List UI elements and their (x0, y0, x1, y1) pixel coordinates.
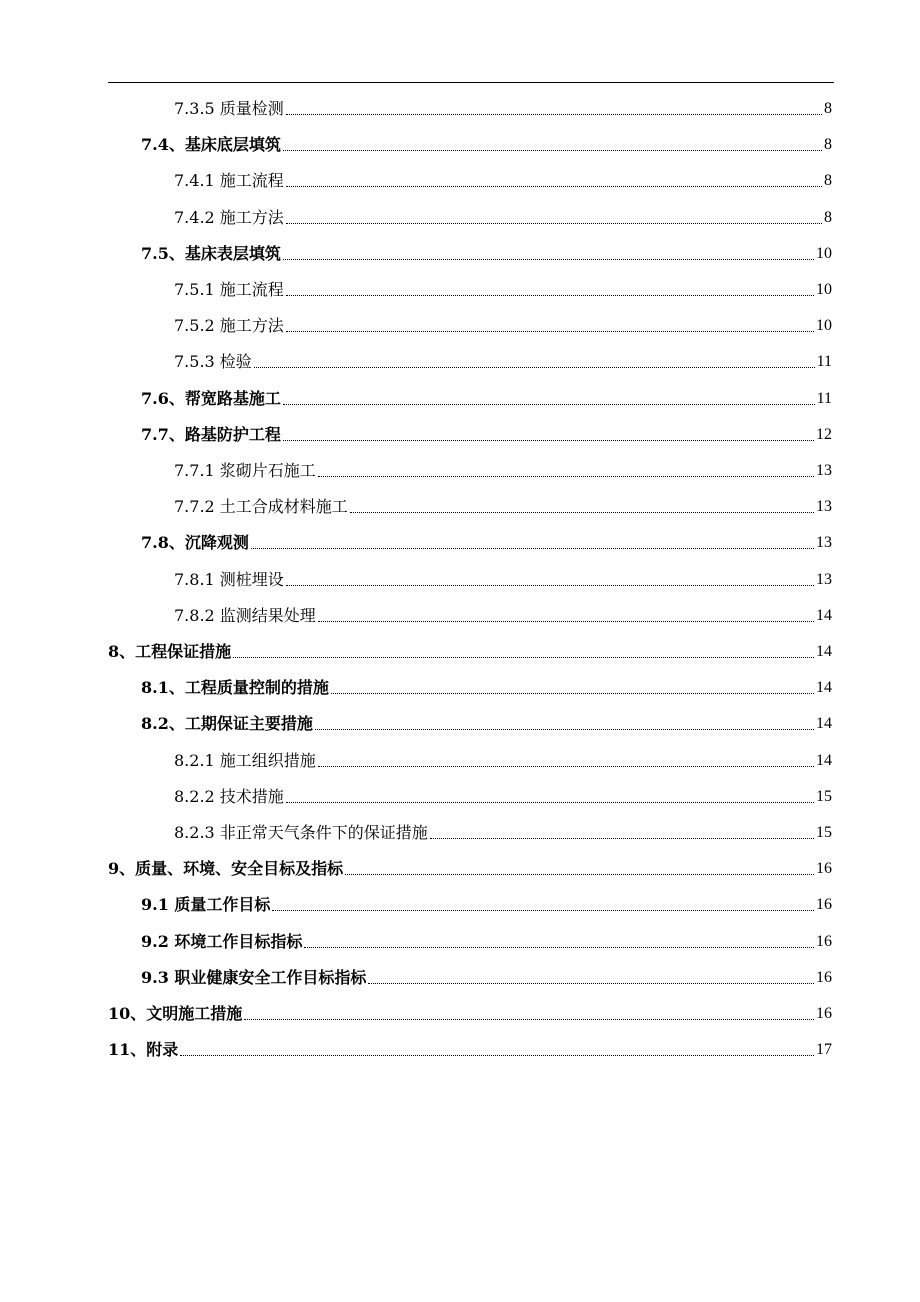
toc-entry[interactable] (174, 597, 832, 627)
toc-dot-leader (368, 983, 814, 984)
toc-dot-leader (251, 548, 814, 549)
toc-dot-leader (286, 331, 814, 332)
toc-entry-label: 7.7.1 浆砌片石施工 (174, 461, 316, 480)
toc-dot-leader (318, 621, 814, 622)
toc-dot-leader (304, 947, 814, 948)
toc-entry[interactable] (141, 380, 832, 410)
toc-entry-label: 8.2、工期保证主要措施 (141, 714, 313, 734)
toc-dot-leader (286, 114, 822, 115)
toc-entry-page-number: 16 (816, 932, 832, 950)
toc-dot-leader (430, 838, 814, 839)
toc-entry[interactable] (174, 307, 832, 337)
toc-dot-leader (286, 295, 814, 296)
toc-entry-page-number: 13 (816, 462, 832, 479)
toc-dot-leader (286, 186, 822, 187)
toc-entry-page-number: 16 (816, 968, 832, 986)
toc-entry[interactable] (141, 923, 832, 953)
toc-entry[interactable] (174, 561, 832, 591)
toc-dot-leader (331, 693, 814, 694)
toc-entry[interactable] (174, 271, 832, 301)
toc-entry-page-number: 8 (824, 100, 832, 117)
toc-entry-label: 8.1、工程质量控制的措施 (141, 678, 329, 698)
toc-entry-label: 7.7.2 土工合成材料施工 (174, 497, 348, 517)
toc-entry[interactable] (141, 705, 832, 735)
toc-entry-label: 9、质量、环境、安全目标及指标 (108, 859, 344, 879)
toc-entry[interactable] (174, 778, 832, 808)
toc-entry-label: 8.2.3 非正常天气条件下的保证措施 (174, 823, 428, 842)
toc-entry-label: 7.5.3 检验 (174, 352, 252, 372)
toc-entry-page-number: 15 (816, 787, 832, 805)
toc-entry[interactable] (108, 850, 832, 880)
toc-entry[interactable] (141, 669, 832, 699)
toc-entry-label: 7.8.1 测桩埋设 (174, 569, 284, 589)
toc-entry-label: 7.5、基床表层填筑 (141, 243, 281, 263)
toc-entry-label: 7.4、基床底层填筑 (141, 135, 281, 155)
toc-entry-label: 7.5.2 施工方法 (174, 316, 284, 336)
toc-entry-label: 11、附录 (108, 1040, 179, 1060)
toc-entry-label: 7.7、路基防护工程 (141, 424, 281, 444)
toc-entry-page-number: 10 (816, 281, 832, 298)
toc-entry-label: 7.6、帮宽路基施工 (141, 388, 281, 408)
toc-entry-label: 9.2 环境工作目标指标 (141, 931, 303, 951)
toc-dot-leader (272, 910, 814, 911)
toc-entry-page-number: 13 (816, 498, 832, 516)
toc-entry[interactable] (174, 162, 832, 192)
toc-entry-label: 7.4.2 施工方法 (174, 207, 284, 227)
toc-dot-leader (283, 259, 814, 260)
toc-entry-page-number: 16 (816, 1005, 832, 1022)
header-rule (108, 82, 834, 83)
toc-entry[interactable] (108, 995, 832, 1025)
toc-dot-leader (350, 512, 814, 513)
toc-entry-page-number: 8 (824, 172, 832, 190)
toc-entry-label: 7.8、沉降观测 (141, 533, 249, 553)
toc-entry[interactable] (141, 959, 832, 989)
toc-entry-page-number: 8 (824, 136, 832, 154)
toc-entry-label: 7.5.1 施工流程 (174, 280, 284, 299)
toc-entry-page-number: 13 (816, 534, 832, 552)
toc-entry[interactable] (174, 343, 832, 373)
toc-dot-leader (283, 404, 815, 405)
toc-dot-leader (318, 766, 814, 767)
toc-dot-leader (283, 440, 814, 441)
toc-entry-label: 7.8.2 监测结果处理 (174, 605, 316, 625)
toc-entry-page-number: 14 (816, 679, 832, 697)
toc-entry[interactable] (174, 814, 832, 844)
toc-entry-page-number: 14 (816, 606, 832, 624)
toc-entry-page-number: 11 (816, 353, 832, 371)
toc-entry-page-number: 12 (816, 425, 832, 443)
toc-entry-page-number: 15 (816, 824, 832, 841)
toc-entry[interactable] (174, 742, 832, 772)
toc-entry-label: 10、文明施工措施 (108, 1004, 243, 1023)
toc-dot-leader (244, 1019, 814, 1020)
toc-entry-page-number: 10 (816, 317, 832, 335)
toc-entry-page-number: 14 (816, 643, 832, 660)
toc-entry-label: 8.2.2 技术措施 (174, 786, 284, 806)
toc-dot-leader (286, 585, 814, 586)
toc-entry-label: 7.3.5 质量检测 (174, 99, 284, 118)
toc-dot-leader (233, 657, 814, 658)
toc-entry-page-number: 13 (816, 570, 832, 588)
toc-dot-leader (180, 1055, 814, 1056)
toc-dot-leader (286, 223, 822, 224)
toc-entry[interactable] (141, 235, 832, 265)
toc-entry-page-number: 14 (816, 751, 832, 769)
toc-dot-leader (286, 802, 814, 803)
toc-entry-label: 7.4.1 施工流程 (174, 171, 284, 191)
toc-dot-leader (315, 729, 814, 730)
toc-entry[interactable] (141, 886, 832, 916)
toc-dot-leader (318, 476, 814, 477)
toc-dot-leader (283, 150, 822, 151)
toc-entry-page-number: 17 (816, 1041, 832, 1059)
toc-entry-page-number: 10 (816, 244, 832, 262)
toc-entry-page-number: 16 (816, 860, 832, 878)
toc-entry[interactable] (141, 416, 832, 446)
toc-entry[interactable] (108, 1031, 832, 1061)
toc-entry-page-number: 14 (816, 715, 832, 733)
toc-dot-leader (254, 367, 815, 368)
toc-entry[interactable] (174, 452, 832, 482)
toc-entry-label: 8、工程保证措施 (108, 642, 232, 661)
toc-entry[interactable] (174, 90, 832, 120)
toc-entry-page-number: 8 (824, 208, 832, 226)
toc-entry[interactable] (108, 633, 832, 663)
toc-entry-page-number: 16 (816, 896, 832, 914)
toc-entry-label: 9.1 质量工作目标 (141, 895, 271, 915)
toc-entry[interactable] (174, 488, 832, 518)
toc-entry[interactable] (141, 126, 832, 156)
toc-entry-label: 9.3 职业健康安全工作目标指标 (141, 967, 367, 987)
toc-entry-page-number: 11 (816, 389, 832, 407)
toc-dot-leader (345, 874, 814, 875)
toc-entry[interactable] (141, 524, 832, 554)
toc-entry[interactable] (174, 199, 832, 229)
toc-entry-label: 8.2.1 施工组织措施 (174, 750, 316, 770)
